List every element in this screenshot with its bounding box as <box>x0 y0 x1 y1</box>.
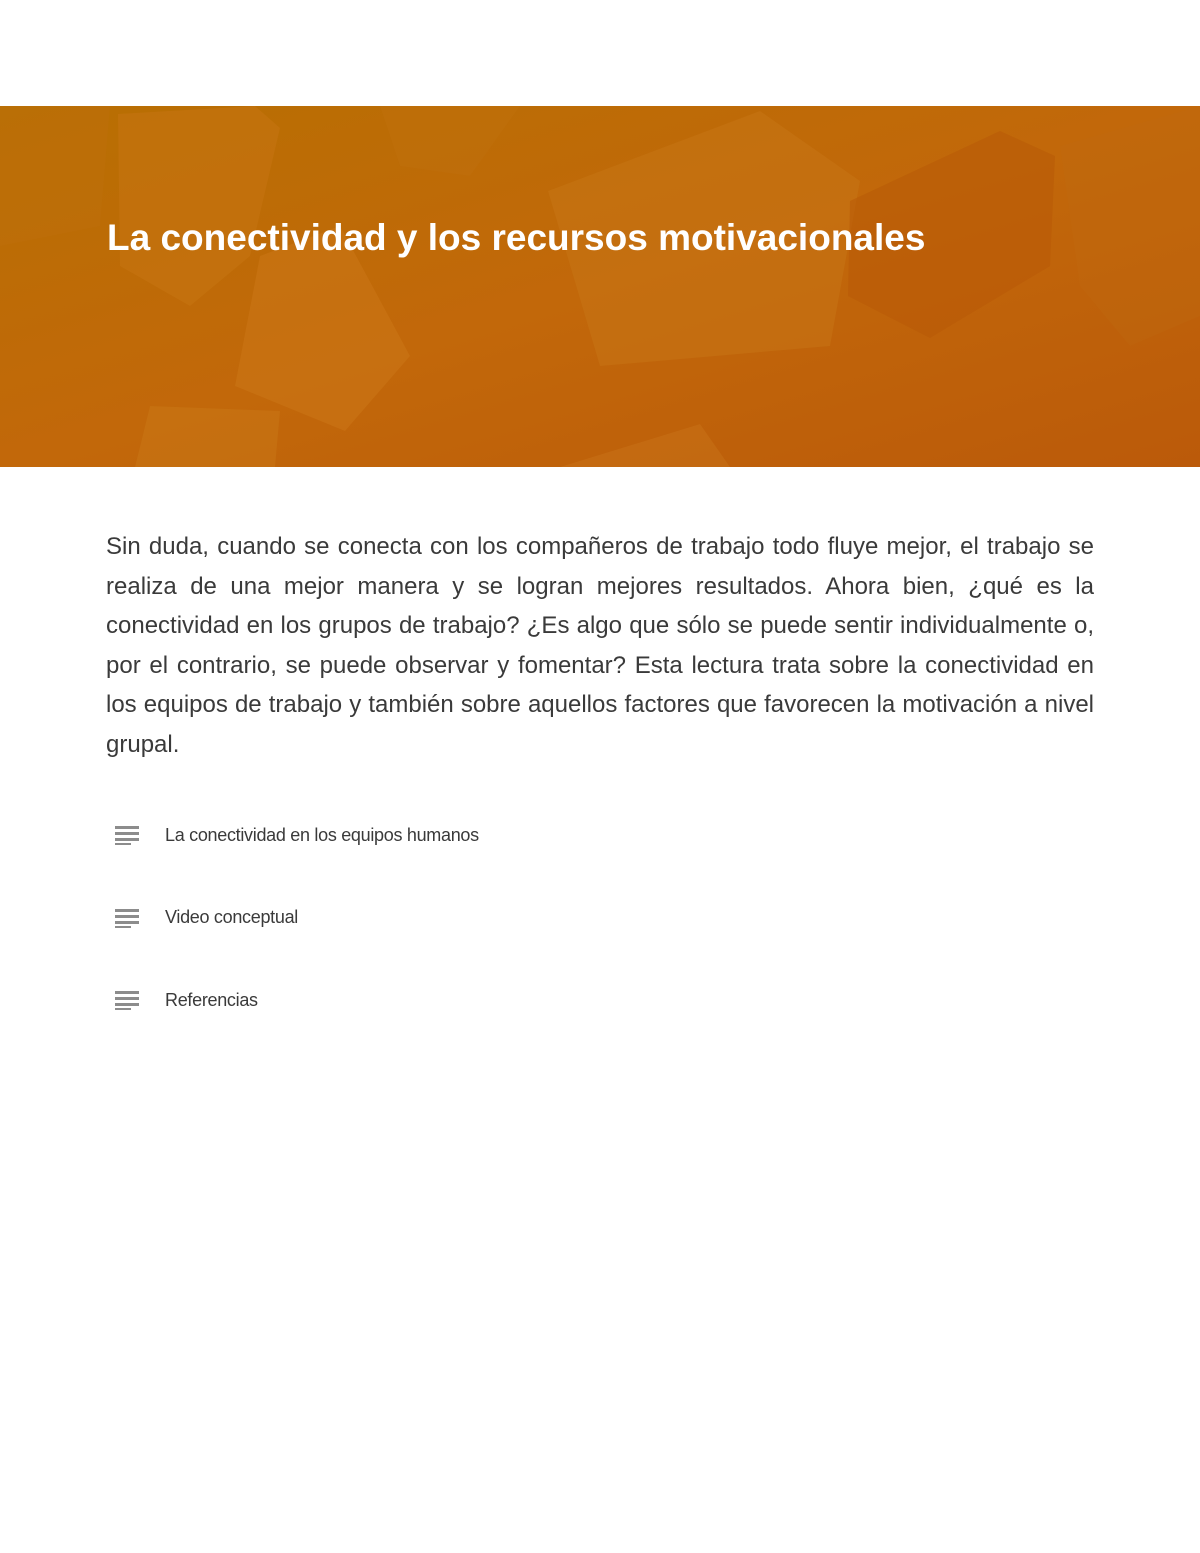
text-lines-icon <box>115 990 141 1010</box>
intro-paragraph: Sin duda, cuando se conecta con los compañeros de trabajo todo fluye mejor, el trabajo se realiza de una mejor manera y se logran mejores resultados. Ahora bien, ¿qué es la conectividad en los grupos de trabajo? ¿Es algo que sólo se puede sentir individualmente o, por el contrario, se puede observar y fomentar? Esta lectura trata sobre la conectividad en los equipos de trabajo y también sobre aquellos factores que favorecen la motivación a nivel grupal. <box>106 533 1094 758</box>
text-lines-icon <box>115 825 141 845</box>
text-lines-icon <box>115 908 141 928</box>
lesson-item-referencias[interactable] <box>106 975 806 1025</box>
lesson-label: Video conceptual <box>165 907 298 927</box>
lesson-item-video-conceptual[interactable] <box>106 893 806 943</box>
lesson-list <box>106 810 806 1058</box>
lesson-label: Referencias <box>165 989 258 1010</box>
page-title: La conectividad y los recursos motivacionales <box>107 217 926 258</box>
lesson-item-conectividad[interactable] <box>106 810 806 860</box>
hero-background-image <box>0 106 1200 467</box>
hero-banner <box>0 106 1200 467</box>
lesson-label: La conectividad en los equipos humanos <box>165 824 479 845</box>
